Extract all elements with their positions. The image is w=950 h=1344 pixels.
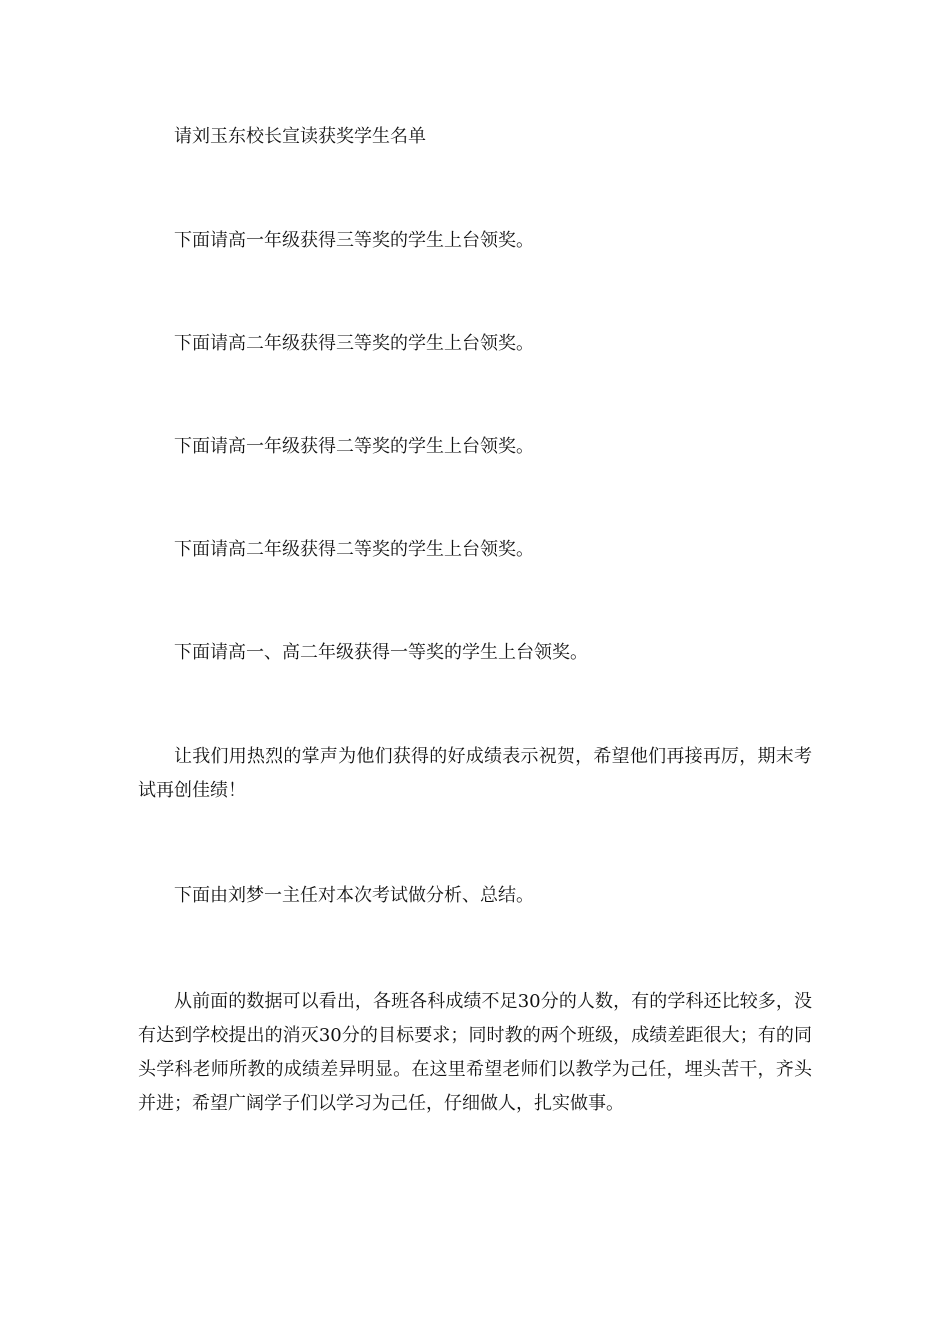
paragraph-announce-award-list: 请刘玉东校长宣读获奖学生名单 xyxy=(174,126,426,147)
paragraph-analysis-summary: 从前面的数据可以看出，各班各科成绩不足30分的人数，有的学科还比较多，没有达到学校提出的消灭30分的目标要求；同时教的两个班级，成绩差距很大；有的同头学科老师所教的成绩差异明显。在这里希望老师们以教学为己任，埋头苦干，齐头并进；希望广阔学子们以学习为己任，仔细做人，扎实做事。 xyxy=(138,991,812,1114)
paragraph-first-prize: 下面请高一、高二年级获得一等奖的学生上台领奖。 xyxy=(174,642,588,663)
paragraph-grade1-third-prize: 下面请高一年级获得三等奖的学生上台领奖。 xyxy=(174,230,534,251)
paragraph-grade1-second-prize: 下面请高一年级获得二等奖的学生上台领奖。 xyxy=(174,436,534,457)
paragraph-grade2-second-prize: 下面请高二年级获得二等奖的学生上台领奖。 xyxy=(174,539,534,560)
paragraph-analysis-intro: 下面由刘梦一主任对本次考试做分析、总结。 xyxy=(174,885,534,906)
paragraph-grade2-third-prize: 下面请高二年级获得三等奖的学生上台领奖。 xyxy=(174,333,534,354)
paragraph-congratulations: 让我们用热烈的掌声为他们获得的好成绩表示祝贺，希望他们再接再厉，期末考试再创佳绩！ xyxy=(138,746,812,801)
